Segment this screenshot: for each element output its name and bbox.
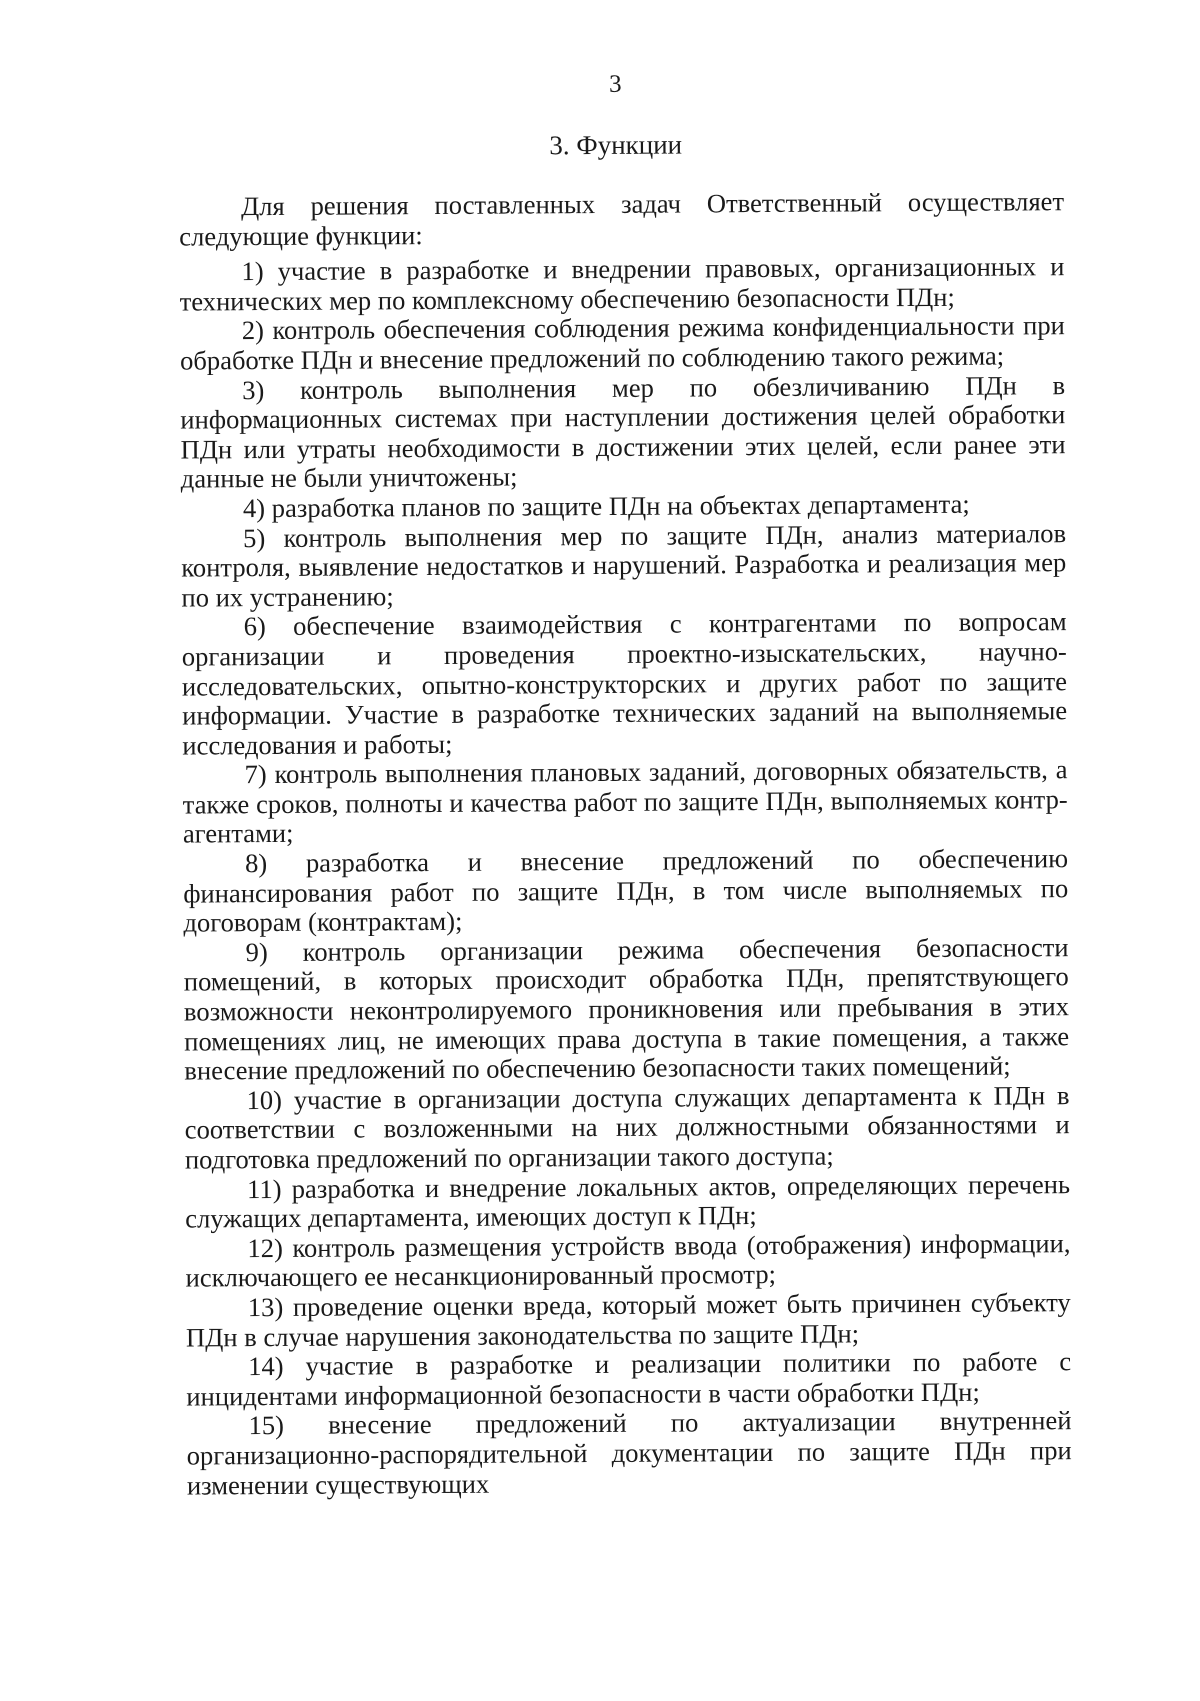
function-item-9: 9) контроль организации режима обеспечения безопасности помещений, в которых происходит обработка ПДн, препятствующего возможности неконтролируемого проникновения или пребывания в этих помещениях лиц, не имеющих права доступа в такие помещения, а также внесение предложений по обеспечению безопасности таких помещений;: [183, 931, 1070, 1086]
function-item-4: 4) разработка планов по защите ПДн на объектах департамента;: [242, 488, 970, 524]
document-body: [179, 187, 1072, 1501]
function-item-7: 7) контроль выполнения плановых заданий, договорных обязательств, а также сроков, полноты и качества работ по защите ПДн, выполняемых контрагентами;: [182, 754, 1068, 850]
function-item-14: 14) участие в разработке и реализации политики по работе с инцидентами информационной безопасности в части обработки ПДн;: [186, 1346, 1072, 1412]
function-item-6: 6) обеспечение взаимодействия с контрагентами по вопросам организации и проведения проектно-изыскательских, научно-исследовательских, опытно-конструкторских и других работ по защите информации. Участие в разработке технических заданий на выполняемые исследования и работы;: [181, 606, 1068, 761]
function-item-11: 11) разработка и внедрение локальных актов, определяющих перечень служащих департамента, имеющих доступ к ПДн;: [185, 1168, 1071, 1234]
function-item-2: 2) контроль обеспечения соблюдения режима конфиденциальности при обработке ПДн и внесение предложений по соблюдению такого режима;: [179, 310, 1065, 376]
intro-paragraph: Для решения поставленных задач Ответственный осуществляет следующие функции:: [179, 186, 1065, 252]
page-number: 3: [609, 70, 622, 98]
function-item-15: 15) внесение предложений по актуализации внутренней организационно-распорядительной документации по защите ПДн при изменении существующих: [186, 1405, 1072, 1501]
function-item-13: 13) проведение оценки вреда, который может быть причинен субъекту ПДн в случае нарушения законодательства по защите ПДн;: [185, 1287, 1071, 1353]
section-heading: 3. Функции: [549, 129, 683, 161]
function-item-5: 5) контроль выполнения мер по защите ПДн, анализ материалов контроля, выявление недостатков и нарушений. Разработка и реализация мер по их устранению;: [181, 517, 1067, 613]
function-item-8: 8) разработка и внесение предложений по обеспечению финансирования работ по защите ПДн, в том числе выполняемых по договорам (контрактам);: [183, 843, 1069, 938]
function-item-3: 3) контроль выполнения мер по обезличиванию ПДн в информационных системах при наступлении достижения целей обработки ПДн или утраты необходимости в достижении этих целей, если ранее эти данные не были уничтожены;: [180, 369, 1066, 494]
function-item-12: 12) контроль размещения устройств ввода (отображения) информации, исключающего ее несанкционированный просмотр;: [185, 1227, 1071, 1293]
function-item-10: 10) участие в организации доступа служащих департамента к ПДн в соответствии с возложенными на них должностными обязанностями и подготовка предложений по организации такого доступа;: [184, 1079, 1070, 1175]
function-item-1: 1) участие в разработке и внедрении правовых, организационных и технических мер по комплексному обеспечению безопасности ПДн;: [179, 251, 1065, 317]
